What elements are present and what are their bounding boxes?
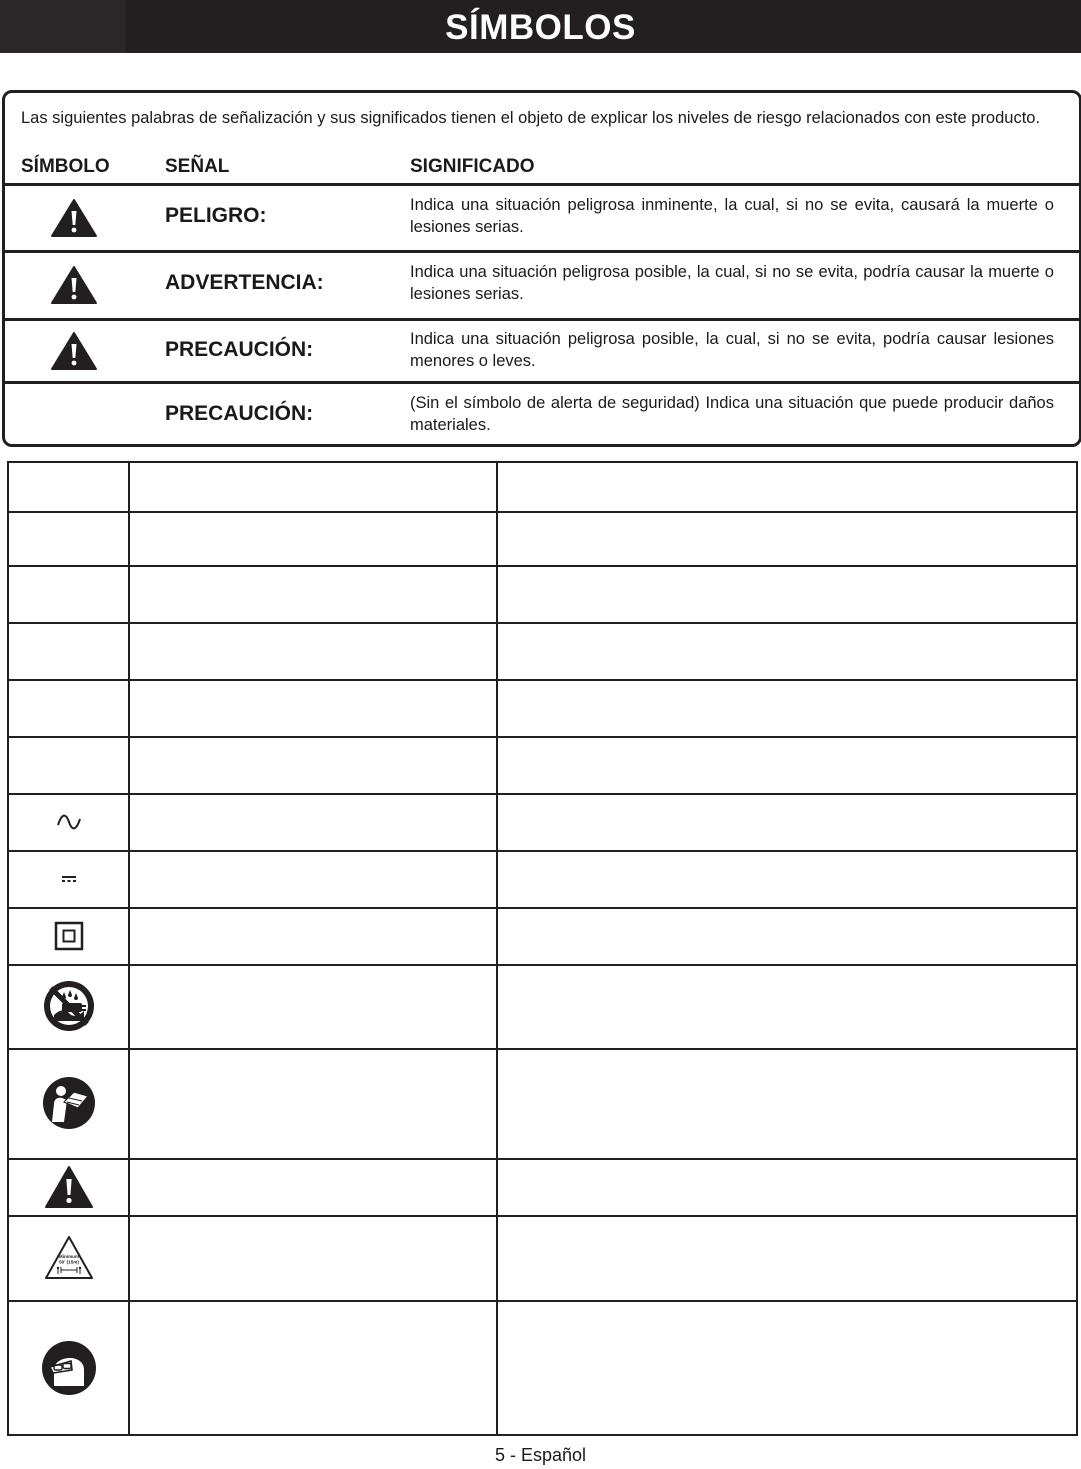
- distance-label-line1: Minimum: [58, 1253, 79, 1259]
- row-divider: [9, 964, 1076, 966]
- symbol-cell: [9, 793, 128, 850]
- direct-current-icon: [60, 874, 78, 884]
- column-divider: [496, 463, 498, 1434]
- symbol-cell: [9, 850, 128, 907]
- symbol-cell: [9, 964, 128, 1048]
- bystander-distance-icon: [44, 1235, 94, 1281]
- signal-word: PRECAUCIÓN:: [165, 338, 314, 361]
- row-divider: [9, 511, 1076, 513]
- warning-triangle-icon: [50, 265, 98, 305]
- double-insulation-icon: [54, 921, 84, 951]
- row-divider: [9, 1048, 1076, 1050]
- symbol-cell: [9, 1215, 128, 1300]
- signal-row-peligro: [5, 183, 1079, 248]
- symbol-cell: [9, 907, 128, 964]
- signal-word: PRECAUCIÓN:: [165, 402, 314, 425]
- signal-meaning: Indica una situación peligrosa posible, la cual, si no se evita, podría causar lesiones menores o leves.: [410, 330, 1054, 370]
- signal-word: ADVERTENCIA:: [165, 271, 324, 294]
- signal-word: PELIGRO:: [165, 204, 267, 227]
- warning-triangle-icon: [50, 198, 98, 238]
- read-manual-icon: [42, 1076, 96, 1130]
- row-divider: [9, 565, 1076, 567]
- row-divider: [9, 793, 1076, 795]
- signal-meaning: (Sin el símbolo de alerta de seguridad) Indica una situación que puede producir daños materiales.: [410, 394, 1054, 434]
- symbol-table: [7, 461, 1078, 1436]
- signal-row-advertencia: [5, 250, 1079, 316]
- page-title: SÍMBOLOS: [445, 8, 636, 47]
- distance-label-line2: 50' (15m): [58, 1259, 79, 1264]
- column-header-signal: SEÑAL: [165, 156, 230, 177]
- row-divider: [9, 850, 1076, 852]
- row-divider: [9, 907, 1076, 909]
- intro-text: Las siguientes palabras de señalización y sus significados tienen el objeto de explicar los niveles de riesgo relacionados con este producto.: [21, 109, 1041, 127]
- signal-meaning: Indica una situación peligrosa posible, la cual, si no se evita, podría causar la muerte o lesiones serias.: [410, 263, 1054, 303]
- header-bar: [0, 0, 1081, 53]
- page-footer: 5 - Español: [494, 1445, 587, 1465]
- signal-row-precaucion: [5, 318, 1079, 381]
- signal-row-precaucion-no-symbol: [5, 381, 1079, 444]
- column-header-meaning: SIGNIFICADO: [410, 156, 535, 177]
- row-divider: [9, 679, 1076, 681]
- alternating-current-icon: [56, 814, 82, 830]
- safety-alert-icon: [44, 1165, 94, 1209]
- column-header-symbol: SÍMBOLO: [21, 156, 110, 177]
- row-divider: [9, 1158, 1076, 1160]
- no-wet-conditions-icon: [42, 979, 96, 1033]
- signal-word-box: [2, 90, 1081, 447]
- row-divider: [9, 736, 1076, 738]
- row-divider: [9, 622, 1076, 624]
- symbol-cell: [9, 1048, 128, 1158]
- warning-triangle-icon: [50, 331, 98, 371]
- column-divider: [128, 463, 130, 1434]
- eye-protection-icon: [41, 1340, 97, 1396]
- row-divider: [9, 1300, 1076, 1302]
- row-divider: [9, 1215, 1076, 1217]
- symbol-cell: [9, 1300, 128, 1436]
- symbol-cell: [9, 1158, 128, 1215]
- signal-meaning: Indica una situación peligrosa inminente, la cual, si no se evita, causará la muerte o lesiones serias.: [410, 196, 1054, 236]
